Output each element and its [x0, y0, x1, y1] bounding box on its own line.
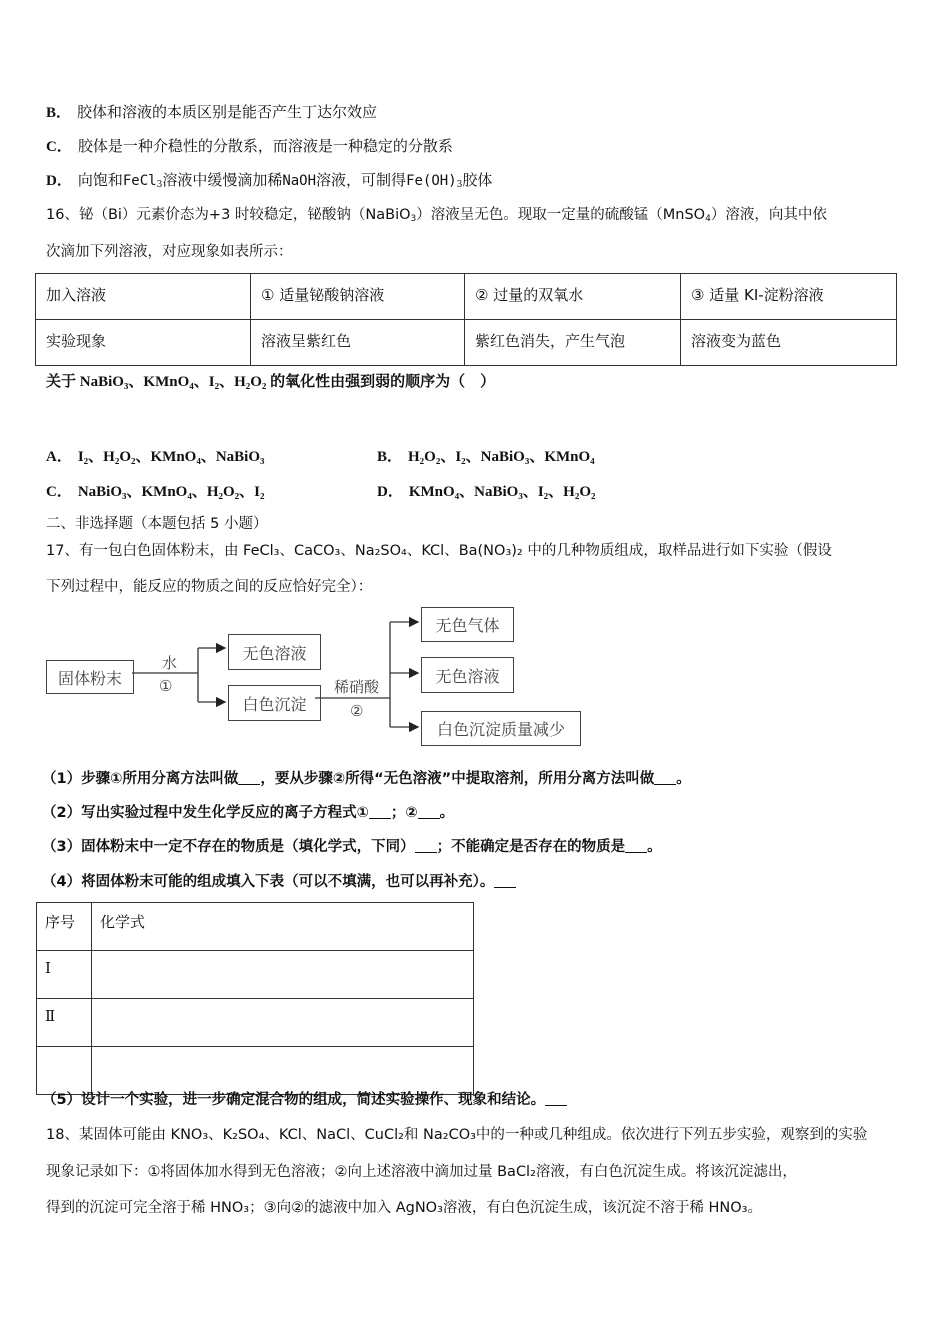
q16-option-a [46, 447, 265, 467]
option-text: 溶液中缓慢滴加稀 [162, 171, 283, 189]
table-cell: Ⅰ [37, 951, 92, 999]
table-cell: ② 过量的双氧水 [465, 274, 681, 320]
table-cell: 紫红色消失，产生气泡 [465, 320, 681, 366]
table-cell: ① 适量铋酸钠溶液 [251, 274, 465, 320]
q18-stem-line1: 18、某固体可能由 KNO₃、K₂SO₄、KCl、NaCl、CuCl₂和 Na₂CO₃中的一种或几种组成。依次进行下列五步实验，观察到的实验 [46, 1127, 868, 1143]
q17-composition-table [36, 902, 474, 1095]
q17-sub5 [42, 1090, 567, 1110]
formula: FeCl [122, 173, 157, 189]
diagram-label-water: 水 [162, 654, 178, 672]
option-label: D． [377, 484, 403, 500]
table-header-row [37, 903, 474, 951]
answer-blank[interactable] [625, 838, 647, 853]
subscript: 3 [456, 180, 463, 190]
option-text: 胶体和溶液的本质区别是能否产生丁达尔效应 [77, 103, 378, 121]
q16-option-d [377, 482, 596, 502]
q17-sub2 [42, 803, 454, 823]
subq-text: ；不能确定是否存在的物质是 [436, 839, 626, 855]
option-text: H₂O₂、I₂、NaBiO₃、KMnO₄ [408, 449, 595, 465]
table-cell: ③ 适量 KI-淀粉溶液 [681, 274, 897, 320]
subq-text: （2）写出实验过程中发生化学反应的离子方程式① [42, 805, 369, 821]
table-row [36, 274, 897, 320]
diagram-node-precipitate-decrease: 白色沉淀质量减少 [421, 711, 581, 746]
table-answer-cell[interactable] [92, 951, 474, 999]
table-answer-cell[interactable] [92, 1047, 474, 1095]
q16-question: 关于 NaBiO₃、KMnO₄、I₂、H₂O₂ 的氧化性由强到弱的顺序为（ ） [46, 374, 496, 390]
q18-stem-line2: 现象记录如下：①将固体加水得到无色溶液；②向上述溶液中滴加过量 BaCl₂溶液，有白色沉淀生成。将该沉淀滤出， [46, 1164, 797, 1180]
option-text: NaBiO₃、KMnO₄、H₂O₂、I₂ [77, 484, 265, 500]
option-label: B． [46, 105, 72, 121]
option-label: B． [377, 449, 403, 465]
subq-text: ，要从步骤②所得“无色溶液”中提取溶剂，所用分离方法叫做 [260, 771, 655, 787]
option-label: C． [46, 484, 72, 500]
diagram-label-step1: ① [159, 677, 173, 695]
diagram-node-colorless-solution: 无色溶液 [228, 634, 321, 670]
subscript: 4 [705, 214, 711, 224]
table-header-cell: 序号 [37, 903, 92, 951]
subq-text: （5）设计一个实验，进一步确定混合物的组成，简述实验操作、现象和结论。 [42, 1092, 546, 1108]
q18-stem-line3: 得到的沉淀可完全溶于稀 HNO₃；③向②的滤液中加入 AgNO₃溶液，有白色沉淀生成，该沉淀不溶于稀 HNO₃。 [46, 1200, 762, 1216]
answer-blank[interactable] [415, 838, 437, 853]
table-row [37, 999, 474, 1047]
option-label: D． [46, 173, 72, 189]
q17-sub4 [42, 872, 516, 892]
answer-blank[interactable] [418, 804, 440, 819]
subq-text: （3）固体粉末中一定不存在的物质是（填化学式，下同） [42, 839, 415, 855]
option-text: 胶体 [462, 171, 493, 189]
answer-blank[interactable] [238, 770, 260, 785]
table-row [37, 1047, 474, 1095]
stem-text: ）溶液呈无色。现取一定量的硫酸锰（MnSO [416, 207, 706, 223]
q15-option-d [46, 170, 492, 191]
q15-option-c [46, 136, 453, 157]
diagram-node-colorless-solution-2: 无色溶液 [421, 657, 514, 693]
subq-text: 。 [676, 771, 691, 787]
section-title: 二、非选择题（本题包括 5 小题） [46, 516, 268, 532]
subq-text: 。 [439, 805, 455, 821]
option-text: 胶体是一种介稳性的分散系，而溶液是一种稳定的分散系 [77, 137, 453, 155]
formula: Fe(OH) [406, 173, 457, 189]
stem-text: ）溶液，向其中依 [710, 207, 827, 223]
table-row [37, 951, 474, 999]
q17-stem-line1: 17、有一包白色固体粉末，由 FeCl₃、CaCO₃、Na₂SO₄、KCl、Ba(NO₃)₂ 中的几种物质组成，取样品进行如下实验（假设 [46, 543, 832, 559]
table-cell: 溶液呈紫红色 [251, 320, 465, 366]
q16-option-c [46, 482, 265, 502]
q17-sub1 [42, 769, 691, 789]
q15-option-b [46, 102, 377, 123]
diagram-label-dilute-nitric-acid: 稀硝酸 [334, 678, 380, 696]
option-label: C． [46, 139, 72, 155]
stem-text: 16、铋（Bi）元素价态为+3 时较稳定，铋酸钠（NaBiO [46, 207, 411, 223]
option-text: 向饱和 [77, 171, 123, 189]
q17-stem-line2: 下列过程中，能反应的物质之间的反应恰好完全）： [46, 579, 373, 595]
q16-observation-table [35, 273, 897, 366]
table-row [36, 320, 897, 366]
option-text: KMnO₄、NaBiO₃、I₂、H₂O₂ [408, 484, 596, 500]
option-text: I₂、H₂O₂、KMnO₄、NaBiO₃ [77, 449, 265, 465]
diagram-node-colorless-gas: 无色气体 [421, 607, 514, 642]
option-label: A． [46, 449, 72, 465]
formula: NaOH [282, 173, 317, 189]
diagram-node-white-precipitate: 白色沉淀 [228, 685, 321, 721]
q16-option-b [377, 447, 595, 467]
answer-blank[interactable] [654, 770, 676, 785]
table-cell: 加入溶液 [36, 274, 251, 320]
answer-blank[interactable] [545, 1091, 567, 1106]
diagram-label-step2: ② [350, 702, 364, 720]
subscript: 3 [410, 214, 417, 224]
subq-text: 。 [647, 839, 662, 855]
subq-text: （4）将固体粉末可能的组成填入下表（可以不填满，也可以再补充）。 [42, 874, 495, 890]
q16-stem-line2: 次滴加下列溶液，对应现象如表所示： [46, 244, 293, 260]
subq-text: （1）步骤①所用分离方法叫做 [42, 771, 239, 787]
answer-blank[interactable] [369, 804, 391, 819]
table-cell: Ⅱ [37, 999, 92, 1047]
subscript: 3 [156, 180, 163, 190]
table-cell: 实验现象 [36, 320, 251, 366]
table-header-cell: 化学式 [92, 903, 474, 951]
table-cell [37, 1047, 92, 1095]
diagram-node-solid-powder: 固体粉末 [46, 660, 134, 694]
q16-stem-line1 [46, 205, 827, 225]
subq-text: ；② [390, 805, 418, 821]
table-answer-cell[interactable] [92, 999, 474, 1047]
table-cell: 溶液变为蓝色 [681, 320, 897, 366]
option-text: 溶液，可制得 [316, 171, 407, 189]
q17-sub3 [42, 837, 662, 857]
answer-blank[interactable] [494, 873, 516, 888]
